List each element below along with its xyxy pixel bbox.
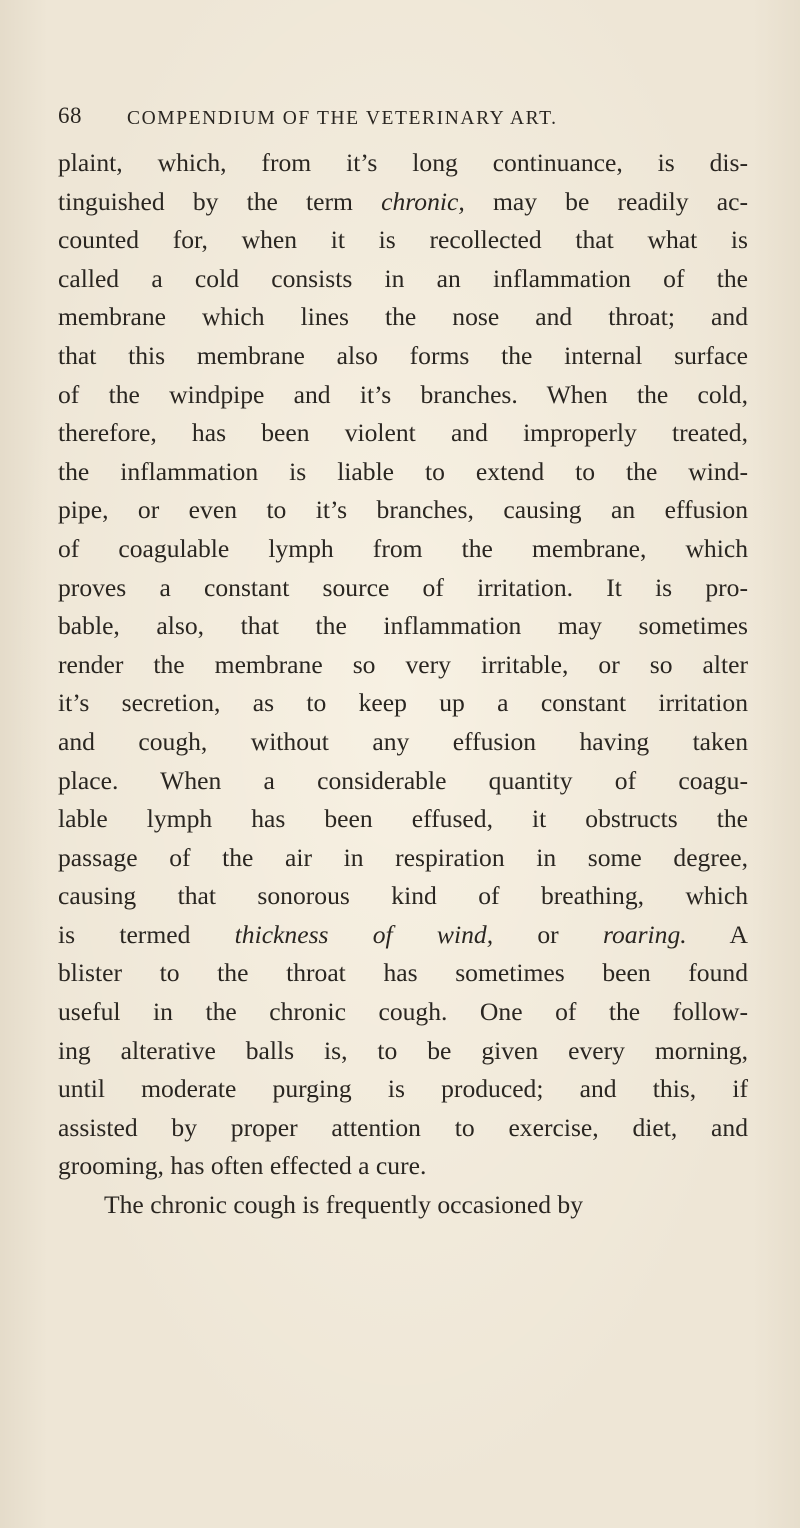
- text-line: pipe, or even to it’s branches, causing an effusion: [58, 495, 748, 525]
- text-line: therefore, has been violent and improperly treated,: [58, 418, 748, 448]
- text-line: grooming, has often effected a cure.: [58, 1151, 427, 1181]
- text-line: the inflammation is liable to extend to the wind-: [58, 456, 748, 486]
- text-line: tinguished by the term chronic, may be readily ac-: [58, 186, 748, 216]
- text-line: it’s secretion, as to keep up a constant irritation: [58, 688, 748, 718]
- text-line: plaint, which, from it’s long continuance, is dis-: [58, 148, 748, 177]
- text-line: proves a constant source of irritation. It is pro-: [58, 572, 748, 602]
- text-line: of the windpipe and it’s branches. When the cold,: [58, 379, 748, 409]
- text-line: place. When a considerable quantity of coagu-: [58, 765, 748, 795]
- text-line: ing alterative balls is, to be given every morning,: [58, 1035, 748, 1065]
- running-head: COMPENDIUM OF THE VETERINARY ART.: [127, 108, 558, 129]
- text-line: is termed thickness of wind, or roaring. A: [58, 919, 748, 949]
- page-number: 68: [58, 103, 82, 128]
- text-line: of coagulable lymph from the membrane, which: [58, 533, 748, 563]
- text-line: assisted by proper attention to exercise, diet, and: [58, 1112, 748, 1142]
- text-line: blister to the throat has sometimes been found: [58, 958, 748, 988]
- page-header: [58, 103, 758, 143]
- text-line: The chronic cough is frequently occasioned by: [104, 1190, 584, 1220]
- text-line: called a cold consists in an inflammation of the: [58, 263, 748, 293]
- emphasis-term: chronic,: [381, 186, 465, 216]
- text-line: and cough, without any effusion having taken: [58, 726, 748, 756]
- text-line: lable lymph has been effused, it obstructs the: [58, 804, 748, 834]
- text-line: passage of the air in respiration in some degree,: [58, 842, 748, 872]
- text-line: useful in the chronic cough. One of the follow-: [58, 997, 748, 1027]
- body-text: [58, 144, 748, 1225]
- text-line: bable, also, that the inflammation may sometimes: [58, 611, 748, 641]
- text-line: causing that sonorous kind of breathing, which: [58, 881, 748, 911]
- text-line: render the membrane so very irritable, or so alter: [58, 649, 748, 679]
- text-line: counted for, when it is recollected that what is: [58, 225, 748, 255]
- emphasis-term: thickness of wind,: [234, 919, 494, 949]
- text-line: that this membrane also forms the internal surface: [58, 340, 748, 370]
- text-line: until moderate purging is produced; and this, if: [58, 1074, 748, 1104]
- emphasis-term: roaring.: [602, 919, 687, 949]
- text-line: membrane which lines the nose and throat; and: [58, 302, 748, 332]
